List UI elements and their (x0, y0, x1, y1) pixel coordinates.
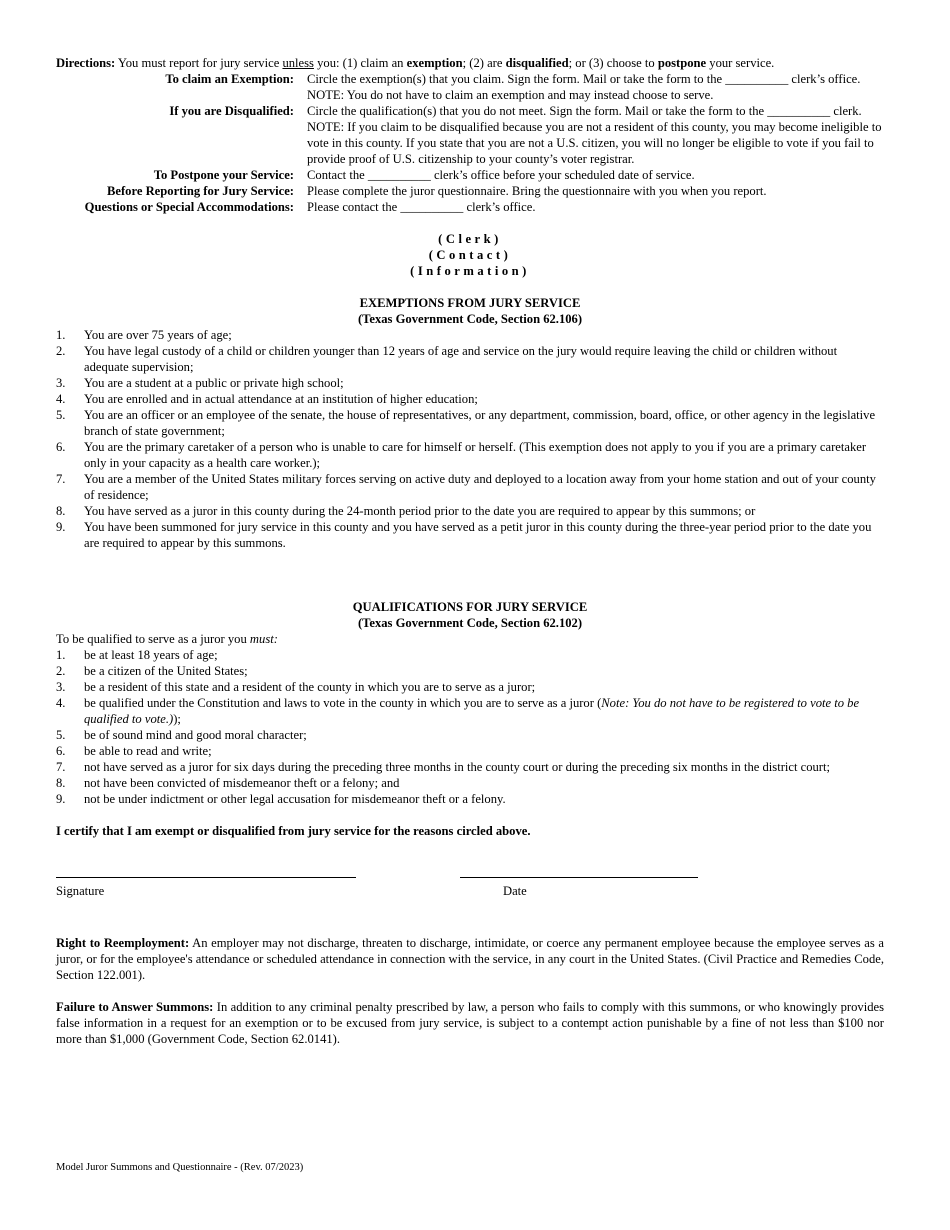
list-item (56, 471, 884, 503)
list-item-text: be at least 18 years of age; (84, 648, 218, 662)
list-item-text: not be under indictment or other legal accusation for misdemeanor theft or a felony. (84, 792, 506, 806)
certify-statement: I certify that I am exempt or disqualified from jury service for the reasons circled above. (56, 824, 531, 838)
list-item-text: not have served as a juror for six days during the preceding three months in the county court or during the preceding six months in the district court; (84, 760, 830, 774)
direction-row-label: Before Reporting for Jury Service: (107, 184, 294, 198)
list-item-note: Note: You do not have to be registered to vote to be qualified to vote.) (84, 696, 860, 726)
list-item (56, 695, 884, 727)
list-item-text: You are an officer or an employee of the senate, the house of representatives, or any department, commission, board, office, or other agency in the legislative branch of state government; (84, 408, 876, 438)
list-item-number: 9. (56, 792, 66, 806)
intro-must: must: (249, 632, 278, 646)
direction-row (56, 103, 884, 167)
list-item (56, 391, 884, 407)
qualifications-subtitle: (Texas Government Code, Section 62.102) (357, 616, 583, 630)
list-item-number: 8. (56, 504, 66, 518)
direction-row (56, 199, 884, 215)
list-item-tail: ); (173, 712, 181, 726)
list-item-number: 9. (56, 520, 66, 534)
list-item-number: 6. (56, 744, 66, 758)
exemptions-heading (56, 295, 884, 327)
list-item-text (84, 695, 884, 727)
list-item-text: You are a member of the United States military forces serving on active duty and deployed to a location away from your home station and out of your county of residence; (84, 472, 876, 502)
list-item (56, 375, 884, 391)
list-item (56, 791, 884, 807)
list-item-text: be a citizen of the United States; (84, 664, 248, 678)
direction-row-label: If you are Disqualified: (169, 104, 294, 118)
list-item-text: You are over 75 years of age; (84, 328, 232, 342)
list-item-text: You are the primary caretaker of a person who is unable to care for himself or herself. (This exemption does not apply to you if you are a primary caretaker only in your capacity as a health care worker.); (84, 440, 867, 470)
clerk-line: (Clerk) (438, 232, 502, 246)
disqualified-word: disqualified (505, 56, 569, 70)
contact-line: (Contact) (428, 248, 512, 262)
qualifications-heading (56, 599, 884, 631)
direction-row-text: Please complete the juror questionnaire. Bring the questionnaire with you when you report. (307, 184, 767, 198)
list-item-number: 7. (56, 760, 66, 774)
directions-text: you: (1) claim an (317, 56, 404, 70)
direction-row (56, 167, 884, 183)
list-item (56, 343, 884, 375)
list-item (56, 679, 884, 695)
direction-rows (56, 71, 884, 215)
date-label: Date (503, 884, 527, 898)
list-item (56, 503, 884, 519)
direction-row-text: Circle the qualification(s) that you do not meet. Sign the form. Mail or take the form to the __________ clerk. NOTE: If you claim to be disqualified because you are not a resident of this county, you may become ineligible to vote in this county. If you state that you are not a U.S. citizen, you will no longer be eligible to vote if you fail to provide proof of U.S. citizenship to your county’s voter registrar. (307, 104, 882, 166)
exemption-word: exemption (406, 56, 463, 70)
list-item-text: not have been convicted of misdemeanor theft or a felony; and (84, 776, 400, 790)
list-item-number: 1. (56, 648, 66, 662)
list-item (56, 439, 884, 471)
exemptions-subtitle: (Texas Government Code, Section 62.106) (357, 312, 583, 326)
directions-label: Directions: (56, 56, 116, 70)
clerk-contact-block (56, 231, 884, 279)
list-item-text: You have served as a juror in this county during the 24-month period prior to the date you are required to appear by this summons; or (84, 504, 756, 518)
list-item-number: 4. (56, 696, 66, 710)
unless-word: unless (282, 56, 314, 70)
signature-area (56, 877, 884, 935)
list-item-number: 3. (56, 376, 66, 390)
direction-row (56, 71, 884, 103)
signature-line[interactable] (56, 877, 356, 878)
list-item-text: You are a student at a public or private high school; (84, 376, 344, 390)
direction-row-label: To Postpone your Service: (153, 168, 294, 182)
list-item-text: You have legal custody of a child or children younger than 12 years of age and service on the jury would require leaving the child or children without adequate supervision; (84, 344, 838, 374)
list-item-number: 8. (56, 776, 66, 790)
list-item (56, 759, 884, 775)
list-item (56, 775, 884, 791)
list-item-number: 4. (56, 392, 66, 406)
list-item (56, 647, 884, 663)
directions-paragraph (56, 55, 884, 71)
exemptions-title: EXEMPTIONS FROM JURY SERVICE (359, 296, 581, 310)
list-item-number: 2. (56, 664, 66, 678)
list-item (56, 327, 884, 343)
failure-label: Failure to Answer Summons: (56, 1000, 214, 1014)
list-item-text: be able to read and write; (84, 744, 212, 758)
footer-revision: Model Juror Summons and Questionnaire - (Rev. 07/2023) (56, 1162, 304, 1173)
list-item-number: 5. (56, 408, 66, 422)
list-item-number: 7. (56, 472, 66, 486)
intro-text: To be qualified to serve as a juror you (56, 632, 247, 646)
list-item (56, 727, 884, 743)
list-item (56, 663, 884, 679)
list-item (56, 519, 884, 551)
list-item-text: be of sound mind and good moral character; (84, 728, 307, 742)
direction-row (56, 183, 884, 199)
exemptions-list (56, 327, 884, 551)
directions-text: ; (2) are (462, 56, 503, 70)
list-item-text: You are enrolled and in actual attendance at an institution of higher education; (84, 392, 478, 406)
reemployment-text: An employer may not discharge, threaten to discharge, intimidate, or coerce any permanent employee because the employee serves as a juror, or for the employee's attendance or scheduled attendance in connection with the service, in any court in the United States. (Civil Practice and Remedies Code, Section 122.001). (56, 936, 884, 982)
signature-label: Signature (56, 884, 105, 898)
reemployment-paragraph (56, 935, 884, 983)
directions-text: ; or (3) choose to (568, 56, 655, 70)
failure-paragraph (56, 999, 884, 1047)
list-item-number: 5. (56, 728, 66, 742)
qualifications-title: QUALIFICATIONS FOR JURY SERVICE (352, 600, 588, 614)
direction-row-text: Please contact the __________ clerk’s office. (307, 200, 536, 214)
reemployment-label: Right to Reemployment: (56, 936, 190, 950)
direction-row-text: Contact the __________ clerk’s office before your scheduled date of service. (307, 168, 695, 182)
document-page (56, 55, 884, 1047)
direction-row-label: Questions or Special Accommodations: (84, 200, 294, 214)
directions-text: You must report for jury service (117, 56, 280, 70)
list-item-number: 1. (56, 328, 66, 342)
information-line: (Information) (410, 264, 530, 278)
date-line[interactable] (460, 877, 698, 878)
list-item-number: 6. (56, 440, 66, 454)
list-item (56, 743, 884, 759)
qualifications-list (56, 647, 884, 807)
list-item (56, 407, 884, 439)
qualifications-intro (56, 631, 884, 647)
list-item-number: 2. (56, 344, 66, 358)
direction-row-label: To claim an Exemption: (165, 72, 294, 86)
list-item-text: You have been summoned for jury service in this county and you have served as a petit juror in this county during the three-year period prior to the date you are required to appear by this summons. (84, 520, 872, 550)
failure-text: In addition to any criminal penalty prescribed by law, a person who fails to comply with this summons, or who knowingly provides false information in a request for an exemption or to be excused from jury service, is subject to a contempt action punishable by a fine of not less than $100 nor more than $1,000 (Government Code, Section 62.0141). (56, 1000, 885, 1046)
list-item-text-main: be qualified under the Constitution and laws to vote in the county in which you are to serve as a juror ( (84, 696, 602, 710)
postpone-word: postpone (657, 56, 707, 70)
list-item-number: 3. (56, 680, 66, 694)
directions-text: your service. (709, 56, 775, 70)
direction-row-text: Circle the exemption(s) that you claim. Sign the form. Mail or take the form to the __________ clerk’s office. NOTE: You do not have to claim an exemption and may instead choose to serve. (307, 72, 861, 102)
list-item-text: be a resident of this state and a resident of the county in which you are to serve as a juror; (84, 680, 536, 694)
